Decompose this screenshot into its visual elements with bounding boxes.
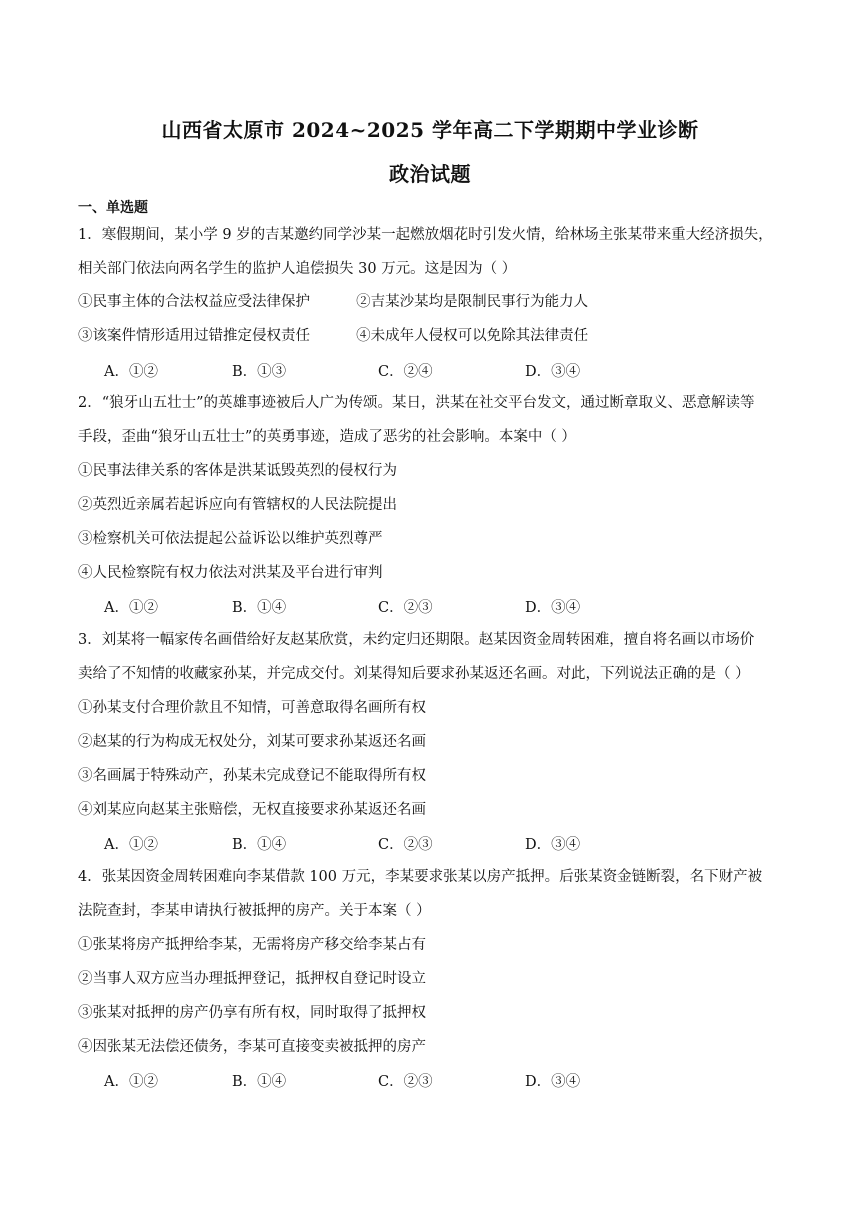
choice-b: B．①④ <box>232 600 287 616</box>
question-3-choices <box>104 833 794 853</box>
question-2-stem-line-2: 手段，歪曲“狼牙山五壮士”的英勇事迹，造成了恶劣的社会影响。本案中（ ） <box>78 429 576 445</box>
question-2-option-4: ④人民检察院有权力依法对洪某及平台进行审判 <box>78 565 383 581</box>
question-2-stem-line-1: 2．“狼牙山五壮士”的英雄事迹被后人广为传颂。某日，洪某在社交平台发文，通过断章取义、恶意解读等 <box>78 395 755 411</box>
choice-a: A．①② <box>104 364 158 380</box>
question-4-stem-line-2: 法院查封，李某申请执行被抵押的房产。关于本案（ ） <box>78 903 431 919</box>
choice-b: B．①④ <box>232 837 287 853</box>
question-4-option-2: ②当事人双方应当办理抵押登记，抵押权自登记时设立 <box>78 971 426 987</box>
question-2-option-2: ②英烈近亲属若起诉应向有管辖权的人民法院提出 <box>78 497 397 513</box>
question-3-option-3: ③名画属于特殊动产，孙某未完成登记不能取得所有权 <box>78 768 426 784</box>
choice-b: B．①④ <box>232 1074 287 1090</box>
section-heading: 一、单选题 <box>78 200 148 216</box>
question-1-stem-line-2: 相关部门依法向两名学生的监护人追偿损失 30 万元。这是因为（ ） <box>78 261 517 277</box>
question-2-option-1: ①民事法律关系的客体是洪某诋毁英烈的侵权行为 <box>78 463 397 479</box>
question-4-stem-line-1: 4．张某因资金周转困难向李某借款 100 万元，李某要求张某以房产抵押。后张某资金链断裂，名下财产被 <box>78 869 763 885</box>
question-3-option-1: ①孙某支付合理价款且不知情，可善意取得名画所有权 <box>78 700 426 716</box>
question-4-option-1: ①张某将房产抵押给李某，无需将房产移交给李某占有 <box>78 937 426 953</box>
choice-a: A．①② <box>104 600 158 616</box>
question-3-stem-line-2: 卖给了不知情的收藏家孙某，并完成交付。刘某得知后要求孙某返还名画。对此，下列说法正确的是（ ） <box>78 666 750 682</box>
choice-b: B．①③ <box>232 364 287 380</box>
question-1-option-row-2: ③该案件情形适用过错推定侵权责任 ④未成年人侵权可以免除其法律责任 <box>78 328 589 344</box>
exam-title: 山西省太原市 2024~2025 学年高二下学期期中学业诊断 <box>161 118 699 142</box>
question-1-choices <box>104 360 794 380</box>
choice-d: D．③④ <box>525 364 581 380</box>
choice-c: C．②③ <box>378 1074 433 1090</box>
question-4-option-4: ④因张某无法偿还债务，李某可直接变卖被抵押的房产 <box>78 1039 426 1055</box>
question-2-choices <box>104 596 794 616</box>
question-3-option-4: ④刘某应向赵某主张赔偿，无权直接要求孙某返还名画 <box>78 802 426 818</box>
question-2-option-3: ③检察机关可依法提起公益诉讼以维护英烈尊严 <box>78 531 383 547</box>
choice-d: D．③④ <box>525 1074 581 1090</box>
question-1-stem-line-1: 1．寒假期间，某小学 9 岁的吉某邀约同学沙某一起燃放烟花时引发火情，给林场主张某带来重大经济损失， <box>78 227 773 243</box>
question-3-option-2: ②赵某的行为构成无权处分，刘某可要求孙某返还名画 <box>78 734 426 750</box>
question-4-option-3: ③张某对抵押的房产仍享有所有权，同时取得了抵押权 <box>78 1005 426 1021</box>
question-4-choices <box>104 1070 794 1090</box>
choice-a: A．①② <box>104 837 158 853</box>
choice-c: C．②④ <box>378 364 433 380</box>
choice-a: A．①② <box>104 1074 158 1090</box>
choice-c: C．②③ <box>378 600 433 616</box>
choice-d: D．③④ <box>525 837 581 853</box>
question-3-stem-line-1: 3．刘某将一幅家传名画借给好友赵某欣赏，未约定归还期限。赵某因资金周转困难，擅自将名画以市场价 <box>78 632 755 648</box>
choice-d: D．③④ <box>525 600 581 616</box>
question-1-option-row-1: ①民事主体的合法权益应受法律保护 ②吉某沙某均是限制民事行为能力人 <box>78 294 589 310</box>
choice-c: C．②③ <box>378 837 433 853</box>
exam-subject: 政治试题 <box>389 162 471 186</box>
